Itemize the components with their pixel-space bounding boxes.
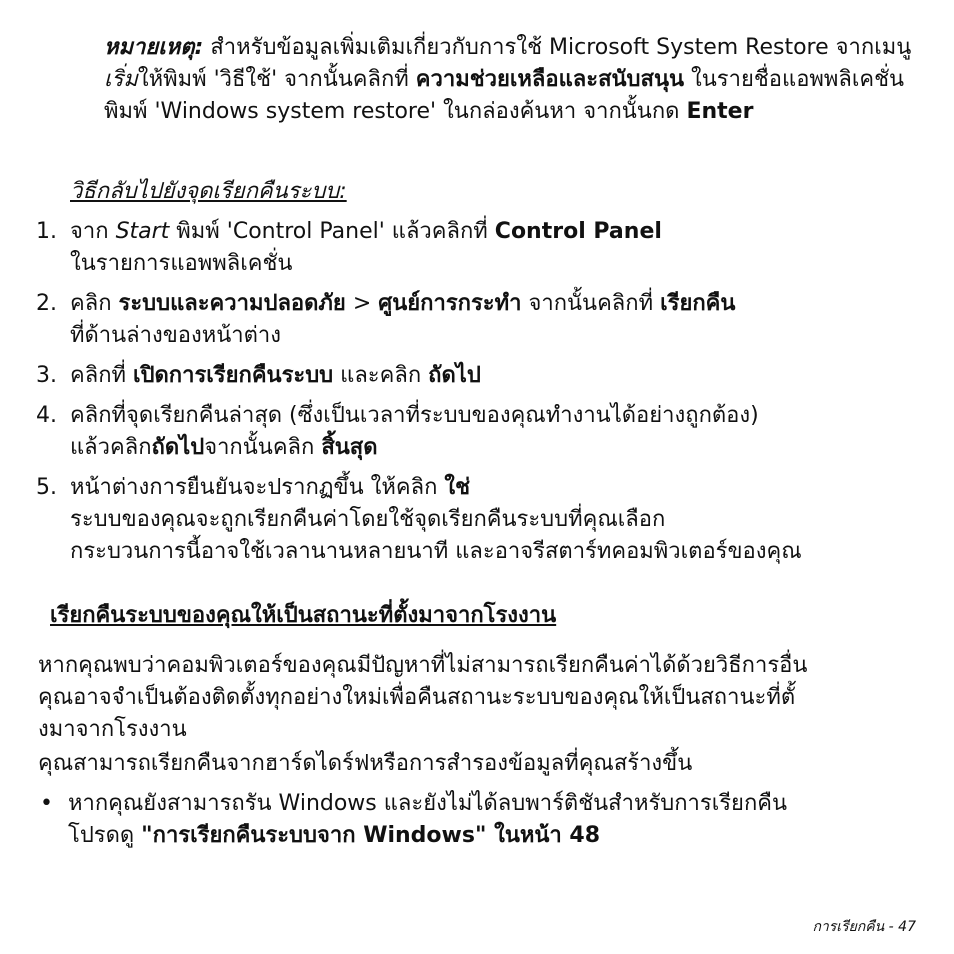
section-heading: เรียกคืนระบบของคุณให้เป็นสถานะที่ตั้งมาจากโรงงาน bbox=[50, 603, 557, 628]
step-text: จาก bbox=[70, 219, 116, 244]
step-item bbox=[36, 288, 916, 352]
step-next: ถัดไป bbox=[151, 435, 205, 460]
step-text: จากนั้นคลิก bbox=[204, 435, 322, 460]
note-text-2: ให้พิมพ์ 'วิธีใช้' จากนั้นคลิกที่ bbox=[137, 67, 416, 92]
note-label: หมายเหตุ: bbox=[104, 35, 204, 60]
bullet-icon: • bbox=[40, 791, 53, 816]
step-yes: ใช่ bbox=[444, 475, 471, 500]
restore-steps-list bbox=[36, 216, 916, 576]
step-finish: สิ้นสุด bbox=[321, 435, 378, 460]
step-text: กระบวนการนี้อาจใช้เวลานานหลายนาที และอาจรีสตาร์ทคอมพิวเตอร์ของคุณ bbox=[70, 539, 802, 564]
footer-section: การเรียกคืน - bbox=[812, 919, 894, 935]
step-text: หน้าต่างการยืนยันจะปรากฏขึ้น ให้คลิก bbox=[70, 475, 445, 500]
step-system-security: ระบบและความปลอดภัย bbox=[118, 291, 346, 316]
list-item bbox=[38, 788, 918, 852]
step-text: และคลิก bbox=[333, 363, 429, 388]
bullet-text: หากคุณยังสามารถรัน Windows และยังไม่ได้ลบพาร์ติชันสำหรับการเรียกคืน bbox=[68, 791, 788, 816]
page-footer bbox=[812, 916, 916, 938]
note-paragraph bbox=[104, 32, 924, 128]
step-text: พิมพ์ 'Control Panel' แล้วคลิกที่ bbox=[169, 219, 495, 244]
step-text: คลิกที่ bbox=[70, 363, 134, 388]
step-number: 2. bbox=[36, 291, 57, 316]
note-text-1: สำหรับข้อมูลเพิ่มเติมเกี่ยวกับการใช้ Microsoft System Restore จากเมนู bbox=[203, 35, 912, 60]
step-text: คลิกที่จุดเรียกคืนล่าสุด (ซึ่งเป็นเวลาที่ระบบของคุณทำงานได้อย่างถูกต้อง) bbox=[70, 403, 759, 428]
bullet-list bbox=[38, 788, 918, 852]
step-item bbox=[36, 360, 916, 392]
step-recovery: เรียกคืน bbox=[660, 291, 736, 316]
paragraph-line: หากคุณพบว่าคอมพิวเตอร์ของคุณมีปัญหาที่ไม่สามารถเรียกคืนค่าได้ด้วยวิธีการอื่น bbox=[38, 653, 808, 678]
page-number: 47 bbox=[898, 919, 916, 935]
note-start-menu: เริ่ม bbox=[104, 67, 138, 92]
step-action-center: ศูนย์การกระทำ bbox=[378, 291, 522, 316]
step-item bbox=[36, 472, 916, 568]
bullet-text: โปรดดู bbox=[68, 823, 142, 848]
step-control-panel: Control Panel bbox=[494, 219, 662, 244]
step-text: ระบบของคุณจะถูกเรียกคืนค่าโดยใช้จุดเรียกคืนระบบที่คุณเลือก bbox=[70, 507, 666, 532]
note-enter-key: Enter bbox=[686, 99, 754, 124]
step-text: ในรายการแอพพลิเคชั่น bbox=[70, 251, 293, 276]
step-start-menu: Start bbox=[115, 219, 170, 244]
step-text: > bbox=[345, 291, 379, 316]
cross-reference-link[interactable]: "การเรียกคืนระบบจาก Windows" ในหน้า 48 bbox=[141, 823, 601, 848]
step-item bbox=[36, 400, 916, 464]
note-help-support: ความช่วยเหลือและสนับสนุน bbox=[415, 67, 685, 92]
step-open-system-restore: เปิดการเรียกคืนระบบ bbox=[133, 363, 334, 388]
step-item bbox=[36, 216, 916, 280]
step-text: จากนั้นคลิกที่ bbox=[521, 291, 661, 316]
step-number: 5. bbox=[36, 475, 57, 500]
note-text-3: ในรายชื่อแอพพลิเคชั่น พิมพ์ 'Windows system restore' ในกล่องค้นหา จากนั้นกด bbox=[104, 67, 905, 124]
paragraph-restore-source: คุณสามารถเรียกคืนจากฮาร์ดไดร์ฟหรือการสำรองข้อมูลที่คุณสร้างขึ้น bbox=[38, 751, 693, 776]
step-number: 4. bbox=[36, 403, 57, 428]
paragraph-line: งมาจากโรงงาน bbox=[38, 717, 187, 742]
step-text: ที่ด้านล่างของหน้าต่าง bbox=[70, 323, 282, 348]
step-number: 1. bbox=[36, 219, 57, 244]
step-next: ถัดไป bbox=[428, 363, 481, 388]
paragraph-line: คุณอาจจำเป็นต้องติดตั้งทุกอย่างใหม่เพื่อคืนสถานะระบบของคุณให้เป็นสถานะที่ตั้ bbox=[38, 685, 796, 710]
step-text: คลิก bbox=[70, 291, 119, 316]
restore-point-subheading: วิธีกลับไปยังจุดเรียกคืนระบบ: bbox=[70, 179, 347, 204]
step-text: แล้วคลิก bbox=[70, 435, 152, 460]
step-number: 3. bbox=[36, 363, 57, 388]
paragraph-factory-restore bbox=[38, 650, 918, 746]
